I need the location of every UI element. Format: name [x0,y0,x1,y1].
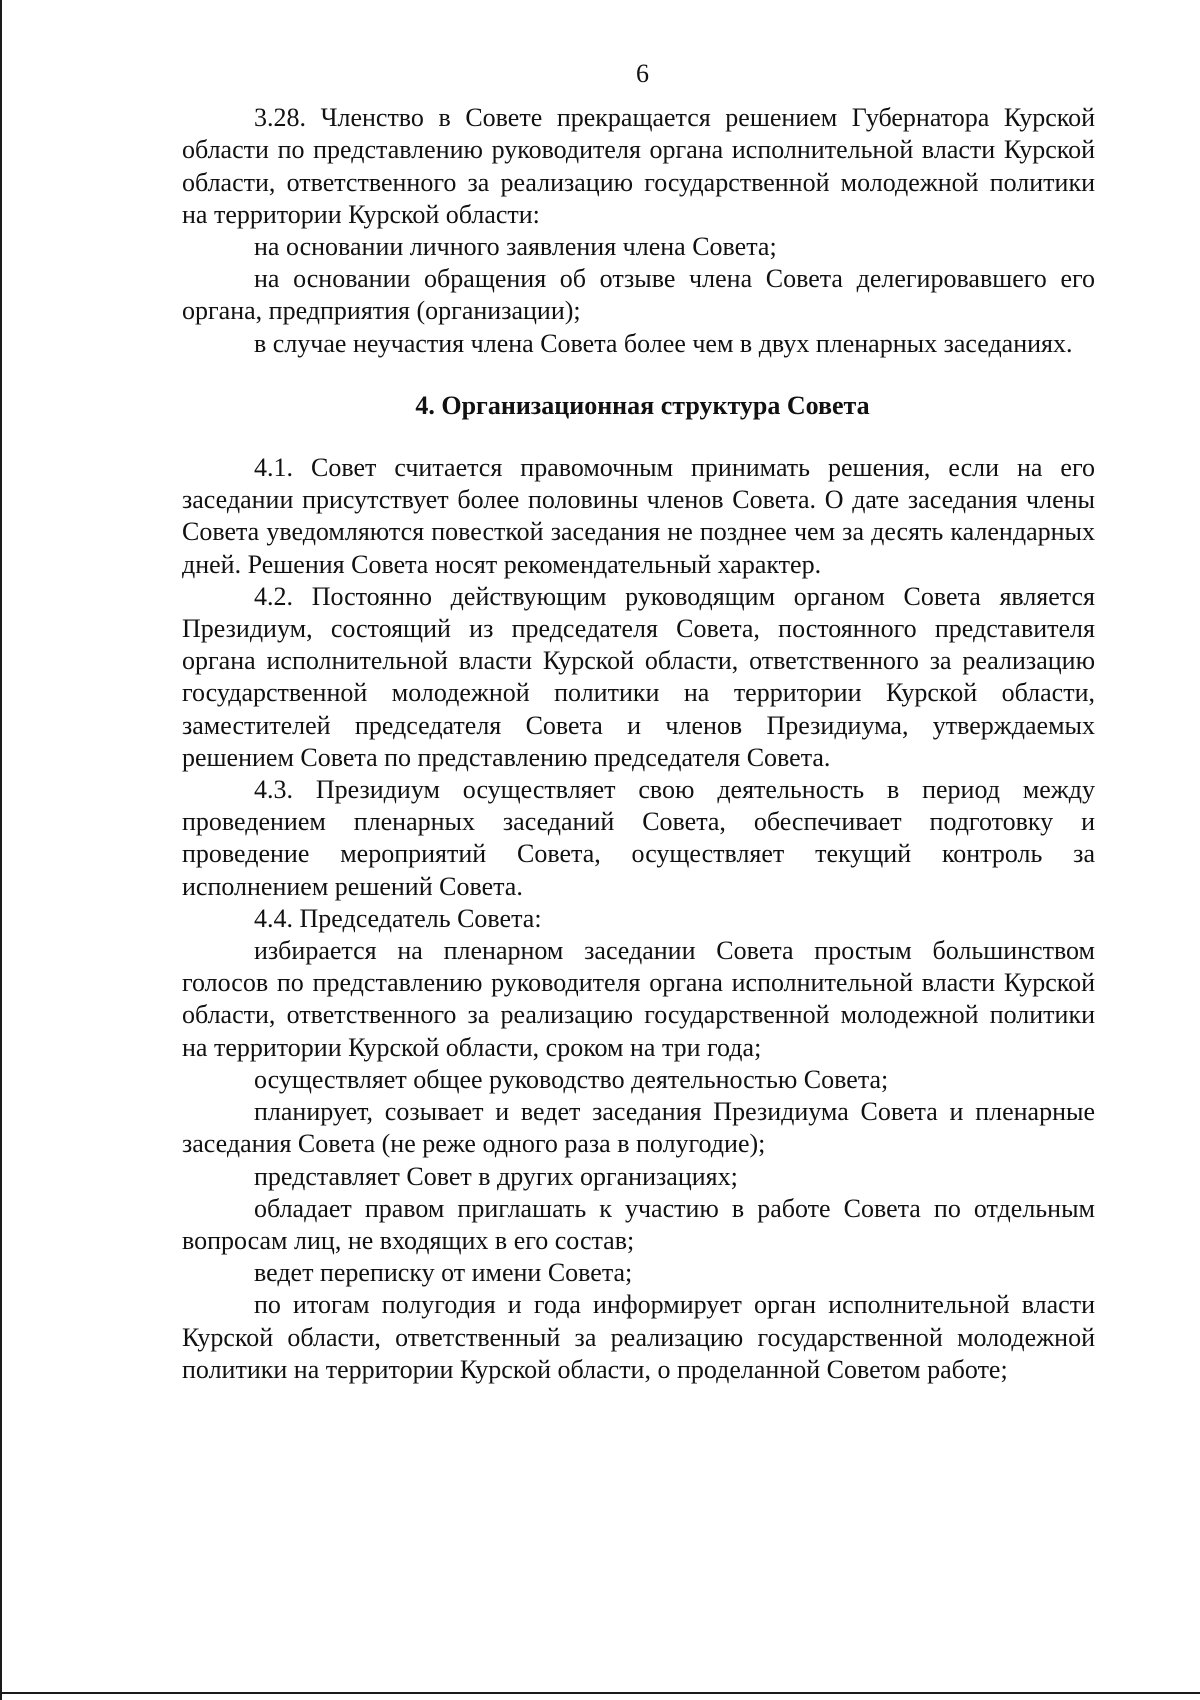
paragraph-4-4: 4.4. Председатель Совета: [254,903,542,933]
list-item: осуществляет общее руководство деятельностью Совета; [254,1064,889,1094]
paragraph-4-3: 4.3. Президиум осуществляет свою деятельность в период между проведением пленарных заседаний Совета, обеспечивает подготовку и проведение мероприятий Совета, осуществляет текущий контроль за исполнением решений Совета. [182,775,1095,901]
paragraph-4-2: 4.2. Постоянно действующим руководящим органом Совета является Президиум, состоящий из председателя Совета, постоянного представителя органа исполнительной власти Курской области, ответственного за реализацию государственной молодежной политики на территории Курской области, заместителей председателя Совета и членов Президиума, утверждаемых решением Совета по представлению председателя Совета. [182,581,1095,772]
list-item: на основании обращения об отзыве члена Совета делегировавшего его органа, предприятия (организации); [182,264,1095,326]
list-item: ведет переписку от имени Совета; [254,1258,633,1288]
bottom-border [2,1692,1200,1694]
paragraph-4-1: 4.1. Совет считается правомочным принимать решения, если на его заседании присутствует более половины членов Совета. О дате заседания члены Совета уведомляются повесткой заседания не позднее чем за десять календарных дней. Решения Совета носят рекомендательный характер. [182,453,1095,579]
list-item: по итогам полугодия и года информирует орган исполнительной власти Курской области, ответственный за реализацию государственной молодежной политики на территории Курской области, о проделанной Советом работе; [182,1290,1095,1384]
list-item: в случае неучастия члена Совета более чем в двух пленарных заседаниях. [254,328,1073,358]
paragraph-3-28: 3.28. Членство в Совете прекращается решением Губернатора Курской области по представлению руководителя органа исполнительной власти Курской области, ответственного за реализацию государственной молодежной политики на территории Курской области: [182,103,1095,229]
list-item: планирует, созывает и ведет заседания Президиума Совета и пленарные заседания Совета (не реже одного раза в полугодие); [182,1097,1095,1159]
list-item: представляет Совет в других организациях; [254,1161,738,1191]
list-item: обладает правом приглашать к участию в работе Совета по отдельным вопросам лиц, не входящих в его состав; [182,1193,1095,1255]
section-heading: 4. Организационная структура Совета [415,390,870,420]
page-number: 6 [636,59,649,88]
list-item: на основании личного заявления члена Совета; [254,232,777,262]
list-item: избирается на пленарном заседании Совета простым большинством голосов по представлению руководителя органа исполнительной власти Курской области, ответственного за реализацию государственной молодежной политики на территории Курской области, сроком на три года; [182,936,1095,1062]
document-body [182,58,1095,1386]
